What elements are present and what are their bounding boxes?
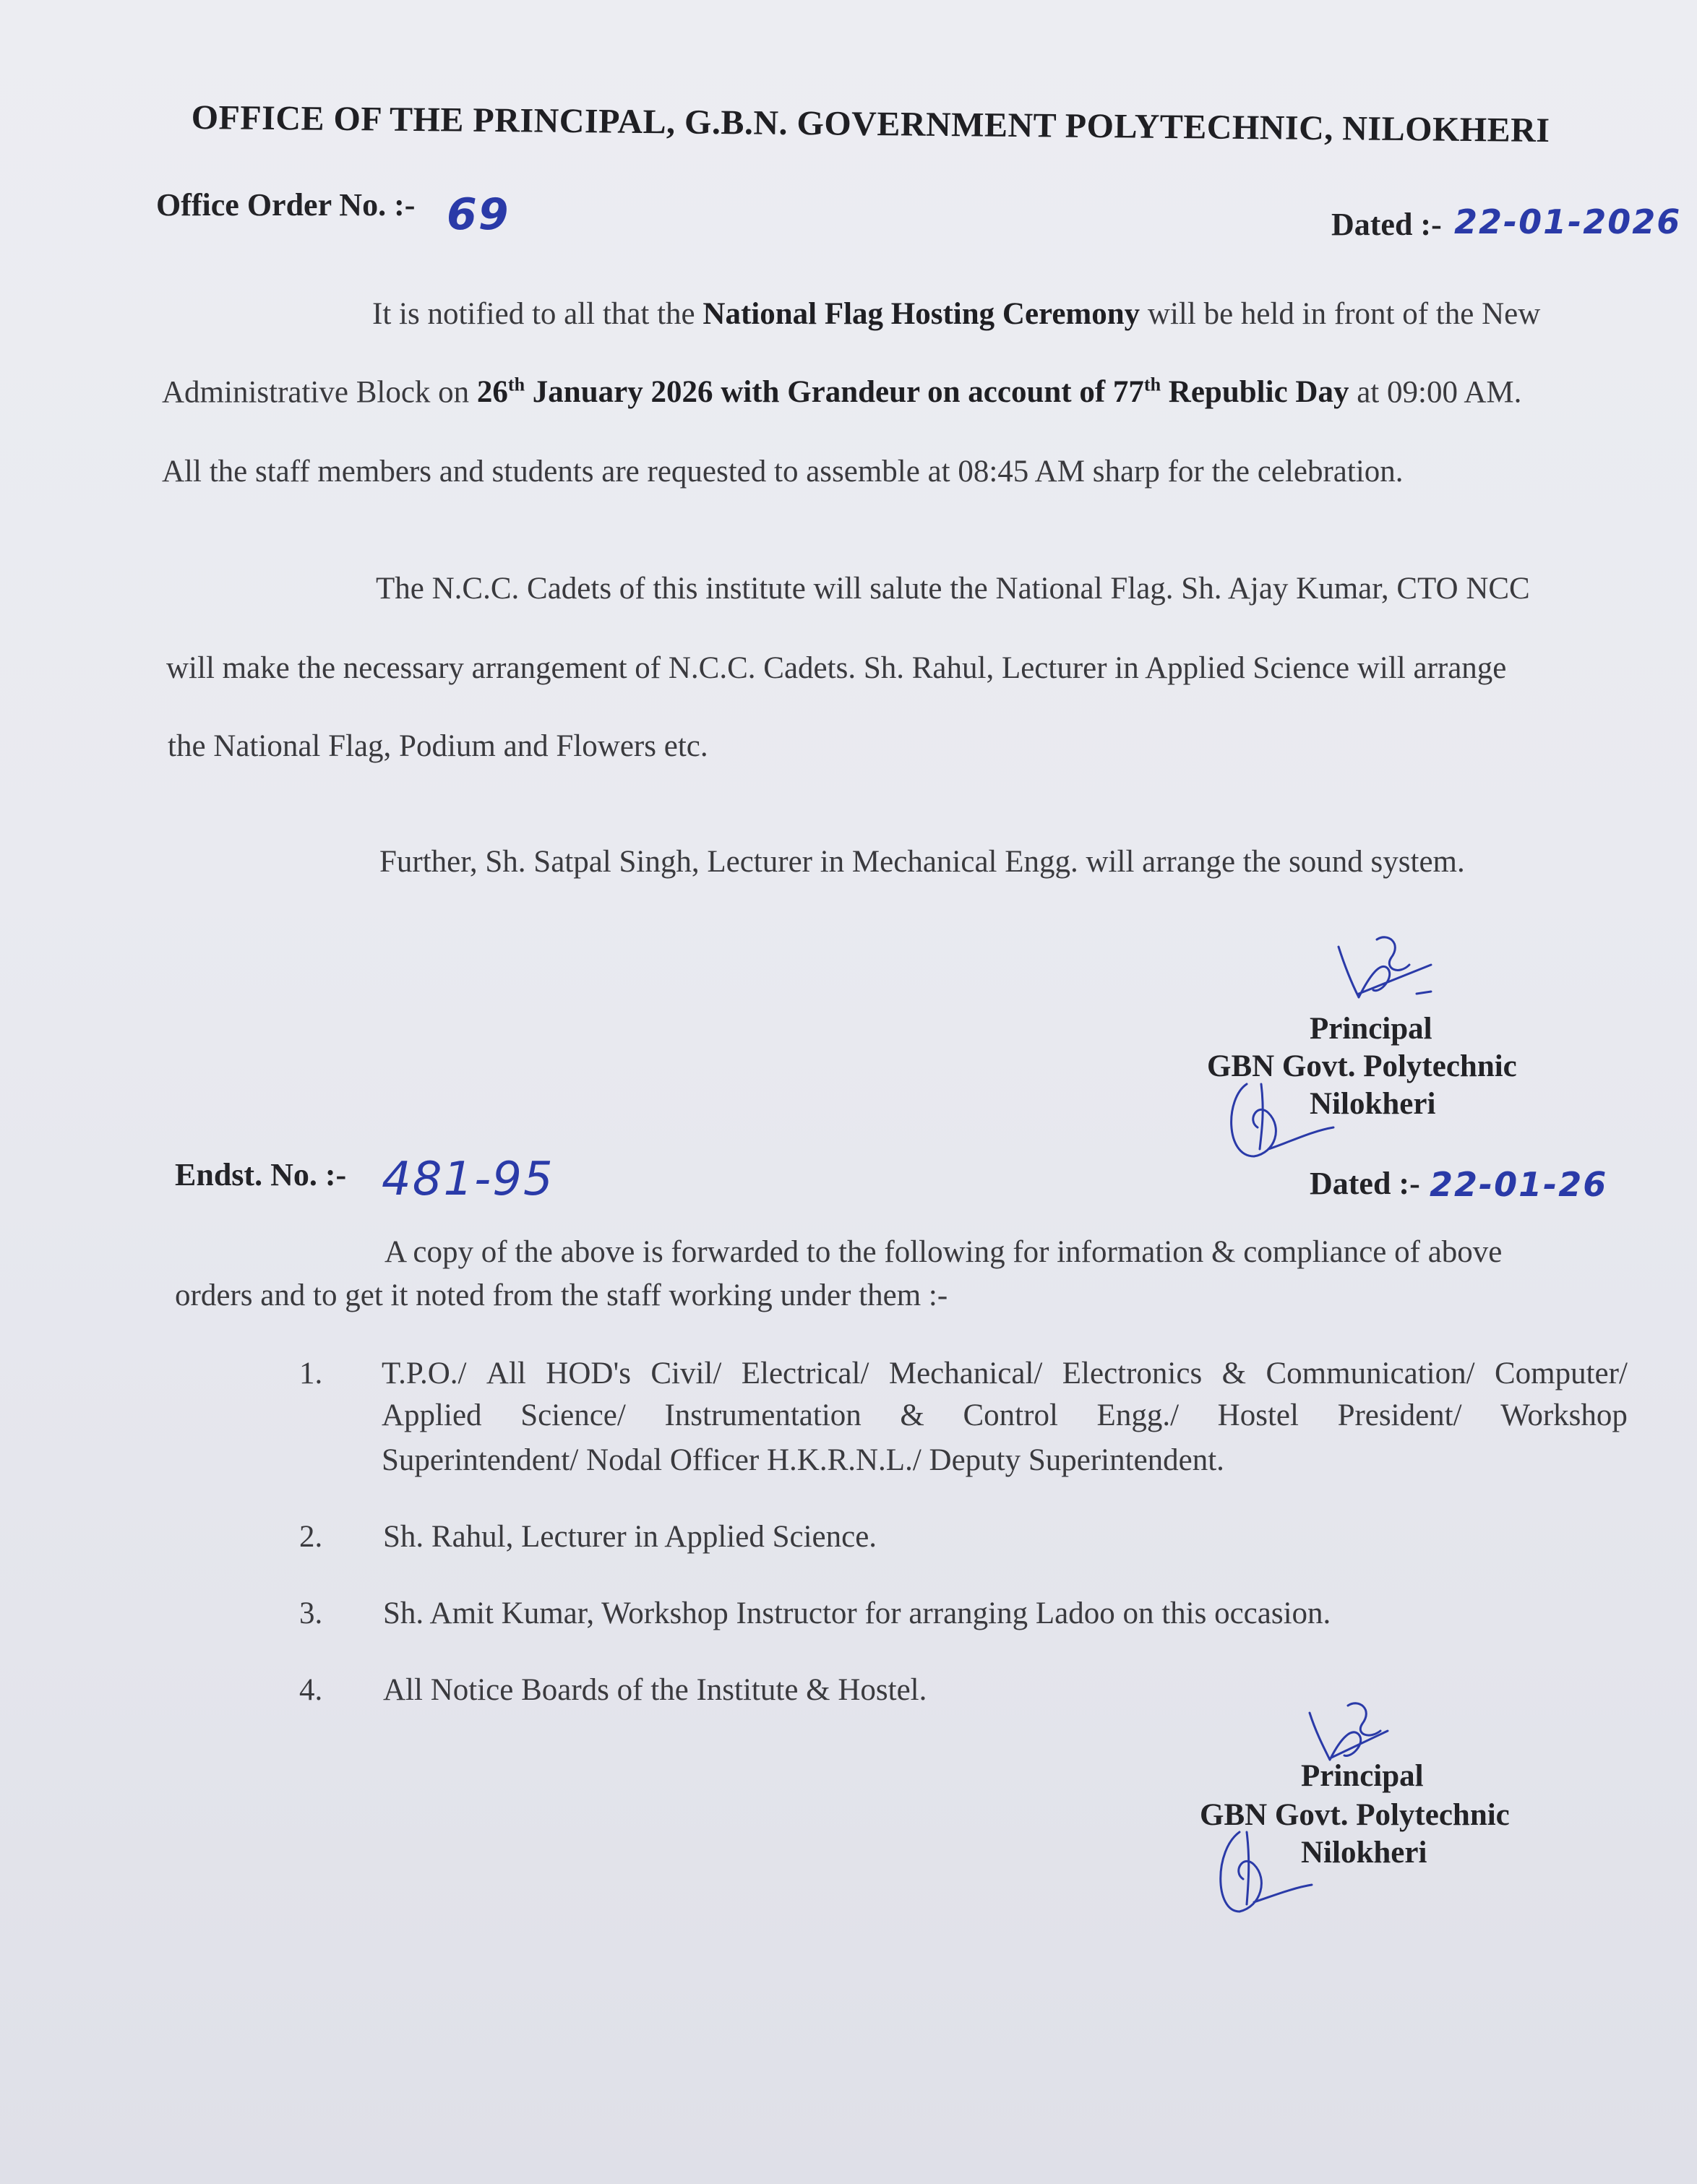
paragraph1-line3: All the staff members and students are requested to assemble at 08:45 AM sharp for the celebration. — [162, 455, 1404, 489]
paragraph2-line2: will make the necessary arrangement of N.C.C. Cadets. Sh. Rahul, Lecturer in Applied Science will arrange — [166, 651, 1507, 685]
list-item-number: 1. — [299, 1357, 323, 1390]
event-day-suffix: th — [507, 374, 525, 395]
order-date-label: Dated :- — [1331, 207, 1442, 242]
republic-day-text: Republic Day — [1161, 375, 1349, 410]
paragraph2-line1: The N.C.C. Cadets of this institute will salute the National Flag. Sh. Ajay Kumar, CTO NCC — [376, 572, 1530, 606]
endorsement-date: 22-01-26 — [1430, 1165, 1608, 1204]
signature1-place: Nilokheri — [1310, 1087, 1436, 1121]
event-date-text: January 2026 with Grandeur on account of 77 — [525, 375, 1144, 410]
paragraph1-line2-text: Administrative Block on — [162, 375, 477, 410]
page-title: OFFICE OF THE PRINCIPAL, G.B.N. GOVERNMENT POLYTECHNIC, NILOKHERI — [191, 98, 1550, 150]
office-order-number: 69 — [447, 189, 510, 240]
endorsement-date-label: Dated :- — [1310, 1166, 1420, 1201]
endorsement-label: Endst. No. :- — [175, 1157, 347, 1192]
recipient1-line1: T.P.O./ All HOD's Civil/ Electrical/ Mechanical/ Electronics & Communication/ Computer/ — [382, 1357, 1628, 1390]
list-item: All Notice Boards of the Institute & Hostel. — [383, 1673, 927, 1707]
endorsement-number: 481-95 — [382, 1153, 554, 1206]
endorsement-intro-line2: orders and to get it noted from the staff working under them :- — [175, 1278, 948, 1312]
list-item: Sh. Amit Kumar, Workshop Instructor for arranging Ladoo on this occasion. — [383, 1596, 1331, 1630]
principal-signature-1 — [1330, 925, 1453, 1012]
list-item — [382, 1398, 1628, 1433]
ceremony-name: National Flag Hosting Ceremony — [703, 297, 1140, 331]
paragraph1-line1-text-end: will be held in front of the New — [1140, 297, 1541, 331]
republic-day-suffix: th — [1143, 374, 1161, 395]
office-order-label: Office Order No. :- — [156, 187, 416, 223]
signature2-designation: Principal — [1301, 1759, 1424, 1793]
signature2-institute: GBN Govt. Polytechnic — [1200, 1798, 1510, 1832]
order-date: 22-01-2026 — [1454, 202, 1682, 241]
event-day: 26 — [476, 375, 508, 410]
list-item-number: 4. — [299, 1673, 323, 1707]
endorsement-intro-line1: A copy of the above is forwarded to the following for information & compliance of above — [384, 1235, 1503, 1269]
signature2-place: Nilokheri — [1301, 1836, 1427, 1870]
paragraph1-line1 — [372, 296, 1540, 332]
list-item — [382, 1356, 1628, 1391]
paragraph3-line1: Further, Sh. Satpal Singh, Lecturer in Mechanical Engg. will arrange the sound system. — [379, 845, 1465, 879]
recipient1-line2: Applied Science/ Instrumentation & Control Engg./ Hostel President/ Workshop — [382, 1398, 1628, 1432]
list-item: Sh. Rahul, Lecturer in Applied Science. — [383, 1520, 877, 1554]
recipient1-line3: Superintendent/ Nodal Officer H.K.R.N.L./ Deputy Superintendent. — [382, 1443, 1224, 1477]
list-item-number: 2. — [299, 1520, 323, 1554]
signature1-designation: Principal — [1310, 1012, 1432, 1046]
list-item-number: 3. — [299, 1596, 323, 1630]
signature1-institute: GBN Govt. Polytechnic — [1207, 1049, 1517, 1083]
event-time: at 09:00 AM. — [1349, 375, 1522, 410]
paragraph1-line1-text: It is notified to all that the — [372, 297, 703, 331]
paragraph2-line3: the National Flag, Podium and Flowers etc. — [168, 729, 708, 763]
paragraph1-line2 — [162, 374, 1521, 410]
